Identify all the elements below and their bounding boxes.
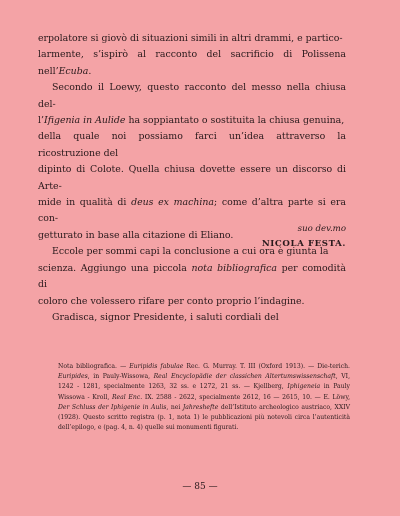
paragraph (38, 310, 346, 326)
text-line: della quale noi possiamo farci un’idea attraverso la ricostruzione del (38, 131, 346, 159)
letter-body (38, 31, 346, 326)
note-title: Euripides (58, 373, 88, 381)
note-text: , VI, 1242 - 1281, specialmente 1263, 32 ss. e 1272, 21 ss. — Kjellberg, (58, 373, 351, 391)
text-line (38, 113, 346, 129)
paragraph (38, 244, 346, 310)
text-line: erpolatore si giovò di situazioni simili in altri drammi, e partico- (38, 33, 343, 44)
italic-phrase: deus ex machina (131, 197, 215, 209)
note-text: dell’Istituto archeologico austriaco, XXIV (1928). Questo scritto registra (p. 1, nota 1) le pubblicazioni più notevoli circa l’autenticità dell’epilogo, e (pag. 4, n. 4) quelle sui monumenti figurati. (58, 403, 350, 432)
note-text: in Pauly Wissowa - Kroll, (58, 383, 350, 401)
bibliographic-note (58, 362, 350, 433)
note-title: Real Encyclopädie der classichen Altertumswissenschaft (153, 373, 336, 381)
text-line: getturato in base alla citazione di Eliano. (38, 229, 234, 241)
italic-title: Ifigenia in Aulide (43, 115, 126, 127)
note-title: Der Schluss der Iphigenie in Aulis (58, 403, 167, 411)
note-title: Jahreshefte (182, 403, 219, 411)
text-run: scienza. Aggiungo una piccola (38, 262, 192, 274)
text-line (38, 47, 346, 80)
note-text: , in Pauly-Wissowa, (87, 373, 154, 381)
note-text: Rec. G. Murray. T. III (Oxford 1913). — Die-terich. (183, 363, 350, 370)
note-label: Nota bibliografica. — (58, 363, 130, 370)
italic-title: Ecuba (58, 65, 89, 77)
text-line: Eccole per sommi capi la conclusione a cui ora è giunta la (52, 246, 329, 258)
author-name: NICOLA FESTA. (261, 239, 346, 249)
text-run: ha soppiantato o sostituita la chiusa genuina, (125, 115, 345, 127)
note-title: Euripidis fabulae (129, 363, 184, 370)
text-line: dipinto di Colote. Quella chiusa dovette essere un discorso di Arte- (38, 164, 346, 192)
text-line: Secondo il Loewy, questo racconto del messo nella chiusa del- (38, 82, 346, 110)
text-run: larmente, s’ispirò al racconto del sacrificio di Polissena nell’ (38, 49, 346, 77)
text-run: ; come d’altra parte si era con- (38, 197, 346, 225)
note-title: Iphigeneia (287, 383, 321, 391)
text-run: per comodità di (38, 262, 347, 291)
text-line (38, 261, 346, 294)
italic-phrase: nota bibliografica (191, 262, 277, 274)
text-run: l’ (38, 115, 44, 127)
note-title: Real Enc. (111, 393, 143, 401)
text-run: . (88, 65, 92, 77)
paragraph (38, 80, 346, 244)
text-line: coloro che volessero rifare per conto proprio l’indagine. (38, 295, 305, 307)
text-run: mide in qualità di (38, 197, 132, 209)
note-text: IX. 2588 - 2622, specialmente 2612, 16 — 2615, 10. — E. Löwy, (142, 393, 351, 401)
page-number: — 85 — (182, 482, 218, 492)
paragraph (38, 31, 346, 80)
note-text: , nei (166, 403, 183, 411)
closing-formula: suo dev.mo (297, 224, 346, 234)
text-line: Gradisca, signor Presidente, i saluti cordiali del (52, 311, 279, 323)
signature-block (262, 222, 346, 252)
